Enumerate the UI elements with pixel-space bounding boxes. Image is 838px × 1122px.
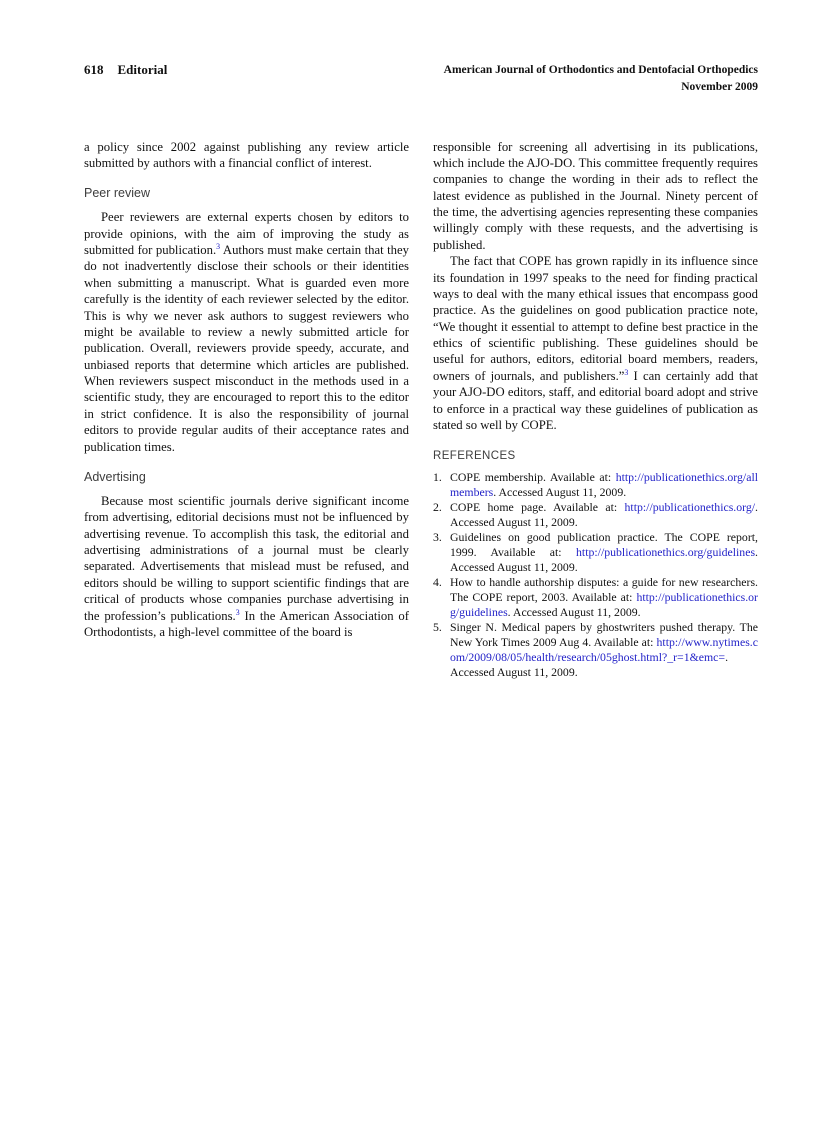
- text-run: Guidelines on good publication practice. The COPE report, 1999. Available at:: [450, 530, 758, 560]
- paragraph-advertising-continued: [433, 139, 758, 254]
- reference-link[interactable]: http://publicationethics.org/guidelines: [576, 545, 756, 560]
- reference-number: 1.: [433, 470, 442, 485]
- text-run: a policy since 2002 against publishing any review article submitted by authors with a financial conflict of interest.: [84, 139, 409, 170]
- reference-item: [433, 500, 758, 530]
- journal-name: American Journal of Orthodontics and Dentofacial Orthopedics: [443, 64, 758, 76]
- text-run: Authors must make certain that they do not inadvertently disclose their schools or their identities when submitting a manuscript. What is guarded even more carefully is the identity of each reviewer selected by the editor. This is why we never ask authors to suggest reviewers who might be available to review a newly submitted article for publication. Overall, reviewers provide speedy, accurate, and unbiased reports that determine which articles are published. When reviewers suspect misconduct in the methods used in a scientific study, they are encouraged to report this to the editor in strict confidence. It is also the responsibility of journal editors to provide regular audits of their acceptance rates and publication times.: [84, 243, 409, 454]
- text-run: I can certainly add that your AJO-DO editors, staff, and editorial board adopt and strive to enforce in a practical way these guidelines of publication as stated so well by COPE.: [433, 368, 758, 432]
- text-run: . Accessed August 11, 2009.: [450, 500, 758, 530]
- reference-item: [433, 530, 758, 575]
- reference-number: 3.: [433, 530, 442, 545]
- text-run: responsible for screening all advertising in its publications, which include the AJO-DO. This committee frequently requires companies to change the wording in their ads to reflect the latest evidence as published in the Journal. Ninety percent of the time, the advertising agencies representing these companies willingly comply with these requests, and the advertising is published.: [433, 139, 758, 252]
- heading-peer-review: Peer review: [84, 186, 150, 201]
- references-heading: REFERENCES: [433, 450, 516, 463]
- reference-text: [450, 530, 758, 574]
- citation-superscript[interactable]: 3: [216, 241, 221, 251]
- reference-text: [450, 620, 758, 679]
- text-run: . Accessed August 11, 2009.: [493, 485, 627, 500]
- reference-text: [450, 575, 758, 619]
- reference-link[interactable]: http://publicationethics.org/guidelines: [450, 590, 758, 619]
- paragraph-cope-growth: [433, 253, 758, 433]
- page-number: 618: [84, 62, 104, 77]
- text-run: . Accessed August 11, 2009.: [450, 649, 729, 679]
- text-run: . Accessed August 11, 2009.: [507, 604, 641, 619]
- page-header: [84, 62, 758, 97]
- reference-link[interactable]: http://www.nytimes.com/2009/08/05/health/research/05ghost.html?_r=1&emc=: [450, 634, 758, 664]
- text-run: In the American Association of Orthodontists, a high-level committee of the board is: [84, 608, 409, 639]
- reference-text: [450, 470, 758, 499]
- article-body: [84, 139, 758, 680]
- reference-link[interactable]: http://publicationethics.org/: [624, 500, 756, 515]
- paragraph-peer-review: [84, 209, 409, 455]
- reference-text: [450, 500, 758, 529]
- header-right: [444, 62, 758, 97]
- text-run: . Accessed August 11, 2009.: [450, 545, 758, 575]
- reference-link[interactable]: http://publicationethics.org/allmembers: [450, 470, 758, 500]
- text-run: The fact that COPE has grown rapidly in its influence since its foundation in 1997 speaks to the need for finding practical ways to deal with the many ethical issues that encompass good practice. As the guidelines on good publication practice note, “We thought it essential to attempt to define best practice in the ethics of scientific publishing. These guidelines should be useful for authors, editors, editorial board members, readers, owners of journals, and publishers.”: [433, 254, 758, 383]
- text-run: Because most scientific journals derive significant income from advertising, editorial decisions must not be influenced by advertising revenue. To accomplish this task, the editorial and advertising administrations of a journal must be clearly separated. Advertisements that mislead must be refused, and editors should be willing to support scientific findings that are critical of products whose companies purchase advertising in the profession’s publications.: [84, 493, 409, 623]
- reference-number: 2.: [433, 500, 442, 515]
- reference-item: [433, 620, 758, 680]
- header-section-title: Editorial: [117, 62, 168, 77]
- citation-superscript[interactable]: 3: [235, 607, 240, 617]
- reference-item: [433, 470, 758, 500]
- issue-date: November 2009: [681, 81, 758, 94]
- text-run: How to handle authorship disputes: a guide for new researchers. The COPE report, 2003. Available at:: [450, 575, 758, 604]
- heading-advertising: Advertising: [84, 469, 146, 484]
- paragraph-conflict-policy: [84, 139, 409, 172]
- left-column: [84, 139, 409, 680]
- citation-superscript[interactable]: 3: [624, 367, 629, 377]
- text-run: Peer reviewers are external experts chosen by editors to provide opinions, with the aim of improving the study as submitted for publication.: [84, 210, 409, 257]
- reference-number: 4.: [433, 575, 442, 590]
- right-column: [433, 139, 758, 680]
- references-list: [433, 470, 758, 680]
- text-run: COPE home page. Available at:: [450, 500, 625, 515]
- text-run: COPE membership. Available at:: [450, 470, 616, 485]
- paragraph-advertising: [84, 493, 409, 640]
- reference-item: [433, 575, 758, 620]
- header-left: [84, 62, 167, 78]
- text-run: Singer N. Medical papers by ghostwriters pushed therapy. The New York Times 2009 Aug 4. Available at:: [450, 619, 758, 649]
- reference-number: 5.: [433, 619, 442, 634]
